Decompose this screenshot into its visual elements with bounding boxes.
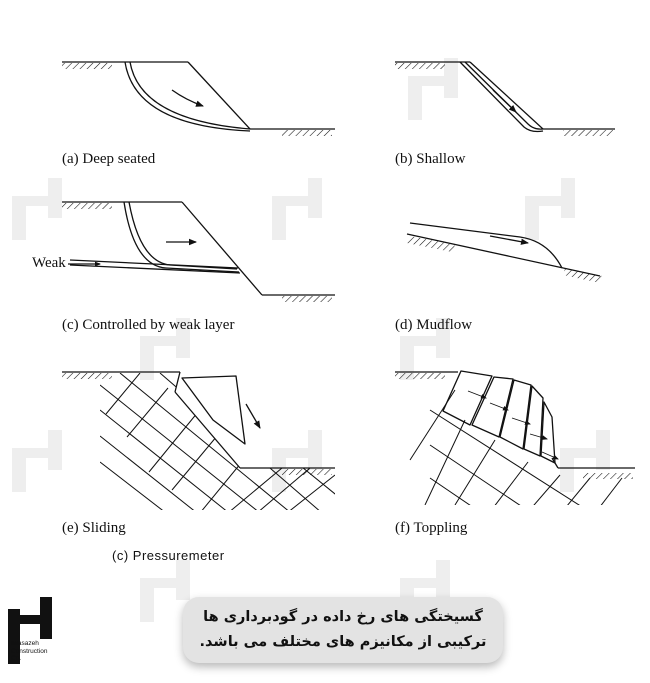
figure-d-mudflow bbox=[407, 223, 602, 283]
caption-weak-layer: (c) Controlled by weak layer bbox=[62, 317, 235, 333]
figure-f-toppling bbox=[395, 371, 635, 512]
caption-shallow: (b) Shallow bbox=[395, 151, 466, 167]
caption-toppling: (f) Toppling bbox=[395, 520, 468, 536]
pressuremeter-label: (c) Pressuremeter bbox=[112, 548, 225, 563]
caption-mudflow: (d) Mudflow bbox=[395, 317, 473, 333]
caption-banner bbox=[183, 597, 503, 663]
figure-a-deep-seated bbox=[62, 62, 335, 136]
weak-layer-label: Weak bbox=[32, 255, 66, 271]
caption-sliding: (e) Sliding bbox=[62, 520, 126, 536]
istasazeh-logo bbox=[8, 597, 78, 679]
figure-c-weak-layer bbox=[62, 202, 335, 302]
banner-line-1: گسیختگی های رخ داده در گودبرداری ها bbox=[203, 609, 483, 625]
logo-text: Istasazeh Construction Co. bbox=[11, 640, 48, 662]
figure-e-sliding bbox=[62, 372, 340, 513]
figure-b-shallow bbox=[395, 62, 615, 136]
banner-line-2: ترکیبی از مکانیزم های مختلف می باشد. bbox=[199, 634, 487, 650]
caption-deep-seated: (a) Deep seated bbox=[62, 151, 156, 167]
